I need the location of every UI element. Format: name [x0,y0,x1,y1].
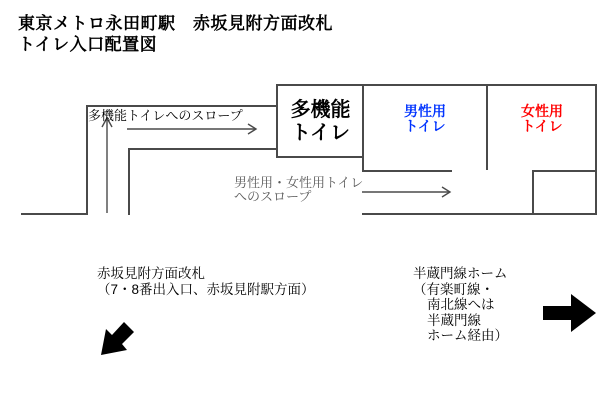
mw-slope-line1: 男性用・女性用トイレ [234,175,364,190]
gate-annotation-line1: 赤坂見附方面改札 [97,266,205,281]
wall-gate-bottom [21,213,88,215]
platform-annotation-line2: （有楽町線・ [413,281,494,297]
platform-direction-arrow-icon [543,293,597,333]
wall-multibox-bottom [276,156,364,158]
multi-slope-arrow-icon [126,122,259,136]
wall-stairbox-left [532,170,534,215]
multifunction-toilet-line1: 多機能 [290,99,351,121]
platform-annotation-line5: ホーム経由） [427,328,508,343]
wall-corridor-inner-v [128,148,130,215]
mw-slope-arrow-icon [361,185,453,199]
multifunction-toilet-line2: トイレ [291,122,350,144]
wall-corridor-inner-h [128,148,278,150]
page-title-line1: 東京メトロ永田町駅 赤坂見附方面改札 [18,14,333,33]
wall-outer-top [276,84,597,86]
gate-direction-arrow-icon [100,317,140,359]
womens-toilet-line1: 女性用 [521,103,563,119]
wall-mens-bottom [362,170,452,172]
womens-toilet-line2: トイレ [521,118,563,134]
mens-toilet-line2: トイレ [404,118,446,134]
mw-slope-label [234,176,363,204]
multifunction-toilet-label [278,99,363,145]
mens-toilet-line1: 男性用 [404,103,446,119]
wall-stairbox-top [532,170,597,172]
platform-annotation-line3: 南北線へは [427,297,495,312]
womens-toilet-label [488,104,596,134]
mens-toilet-label [363,104,487,134]
gate-annotation [97,266,315,298]
platform-annotation-line1: 半蔵門線ホーム [413,266,508,281]
multi-slope-label: 多機能トイレへのスロープ [88,108,243,123]
platform-annotation [413,266,508,344]
gate-annotation-line2: （7・8番出入口、赤坂見附駅方面） [97,282,315,297]
platform-annotation-line4: 半蔵門線 [427,312,481,328]
wall-outer-bottom [362,213,597,215]
up-arrow-icon [99,116,115,215]
page-title-line2: トイレ入口配置図 [18,35,158,54]
mw-slope-line2: へのスロープ [234,189,312,204]
